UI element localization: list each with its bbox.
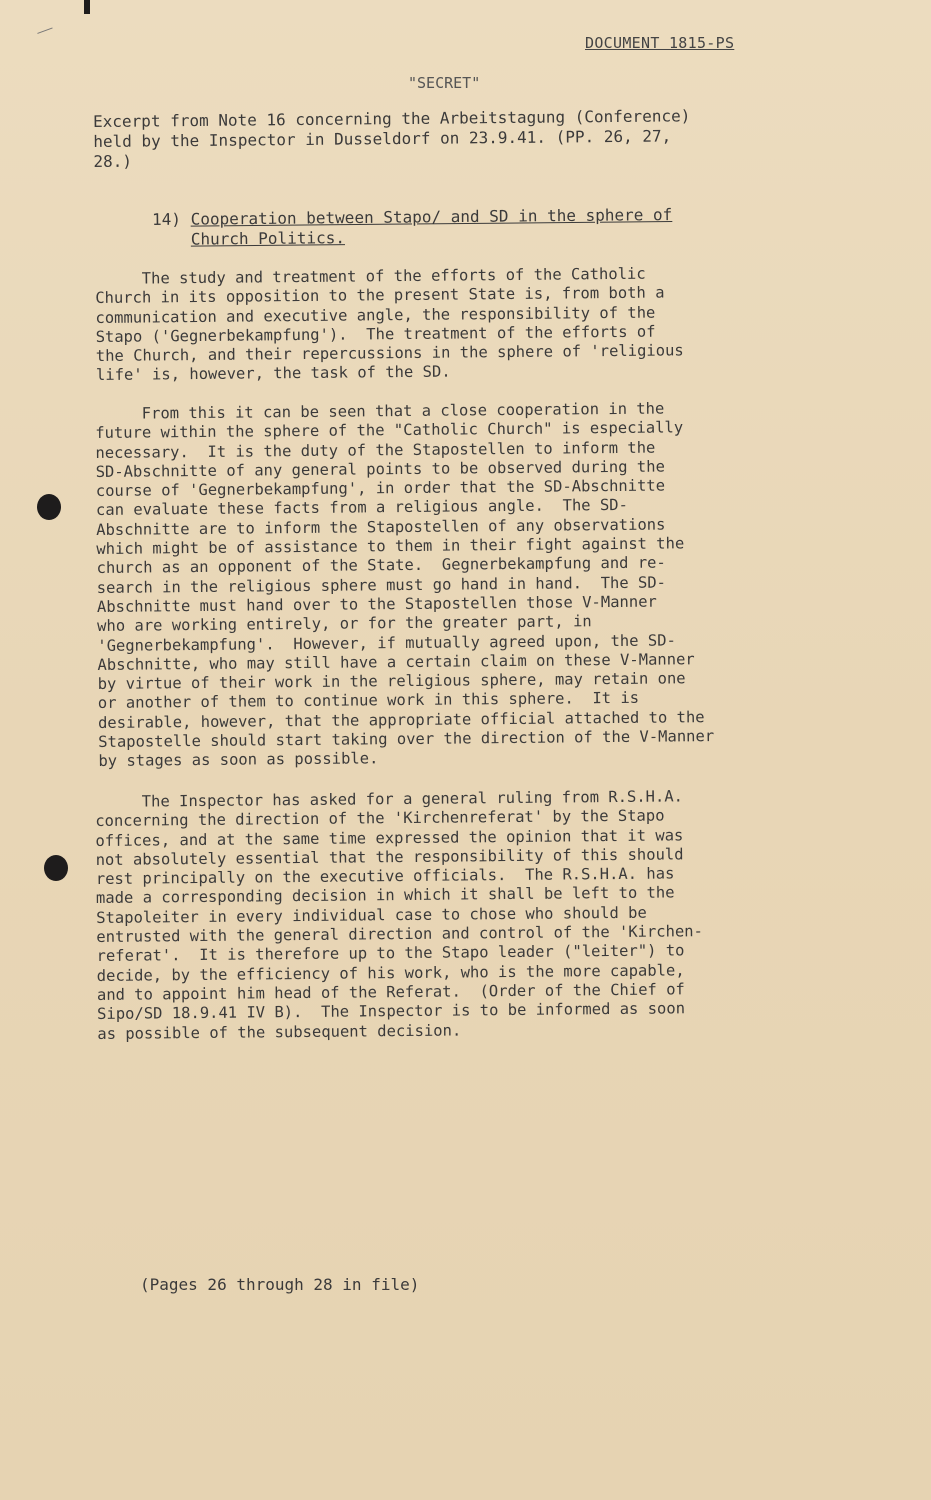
paragraph-2: From this it can be seen that a close cooperation in the future within the sphere of the "Catholic Church" is especially necessary. It is the duty of the Stapostellen to inform the SD-Abschnitte of any general points to be observed during the course of 'Gegnerbekampfung', in order that the SD-Abschnitte can evaluate these facts from a religious angle. The SD- Abschnitte are to inform the Stapostellen of any observations which might be of assistance to them in their fight against the church as an opponent of the State. Gegnerbekampfung and re- search in the religious sphere must go hand in hand. The SD- Abschnitte must hand over to the Stapostellen those V-Manner who are working entirely, or for the greater part, in 'Gegnerbekampfung'. However, if mutually agreed upon, the SD- Abschnitte, who may still have a certain claim on these V-Manner by virtue of their work in the religious sphere, may retain one or another of them to continue work in this sphere. It is desirable, however, that the appropriate official attached to the Stapostelle should start taking over the direction of the V-Manner by stages as soon as possible.: [95, 399, 715, 771]
pencil-mark: [37, 27, 54, 39]
section-title-line2: Church Politics.: [190, 228, 346, 249]
classification-label: "SECRET": [408, 74, 481, 92]
paragraph-3: The Inspector has asked for a general ruling from R.S.H.A. concerning the direction of the 'Kirchenreferat' by the Stapo offices, and at the same time expressed the opinion that it was not absolutely essential that the responsibility of this should rest principally on the executive officials. The R.S.H.A. has made a corresponding decision in which it shall be left to the Stapoleiter in every individual case to chose who should be entrusted with the general direction and control of the 'Kirchen- referat'. It is therefore up to the Stapo leader ("leiter") to decide, by the efficiency of his work, who is the more capable, and to appoint him head of the Referat. (Order of the Chief of Sipo/SD 18.9.41 IV B). The Inspector is to be informed as soon as possible of the subsequent decision.: [95, 787, 704, 1043]
intro-text: Excerpt from Note 16 concerning the Arbeitstagung (Conference) held by the Inspector in Dusseldorf on 23.9.41. (PP. 26, 27, 28.): [93, 106, 691, 171]
paragraph-1: The study and treatment of the efforts of the Catholic Church in its opposition to the present State is, from both a communication and executive angle, the responsibility of the Stapo ('Gegnerbekampfung'). The treatment of the efforts of the Church, and their repercussions in the sphere of 'religious life' is, however, the task of the SD.: [95, 264, 684, 385]
section-heading: [152, 205, 673, 250]
section-number: 14): [152, 209, 182, 229]
document-id: DOCUMENT 1815-PS: [585, 34, 735, 52]
punch-hole: [37, 494, 61, 520]
punch-hole: [44, 855, 68, 881]
section-title-line1: Cooperation between Stapo/ and SD in the sphere of: [190, 205, 673, 229]
corner-mark: [84, 0, 90, 14]
footer-note: (Pages 26 through 28 in file): [140, 1275, 420, 1294]
